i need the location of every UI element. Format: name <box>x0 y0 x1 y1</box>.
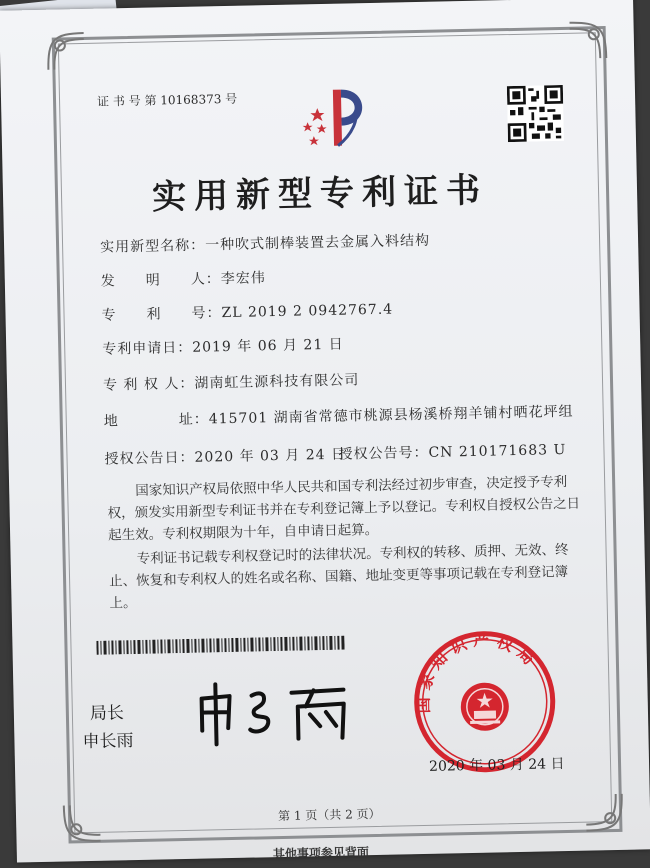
field-label: 专利申请日： <box>102 339 193 358</box>
director-title: 局长 <box>89 703 125 724</box>
field-label: 专 利 号： <box>101 305 222 324</box>
corner-ornament-icon <box>44 29 89 74</box>
field-value: 415701 湖南省常德市桃源县杨溪桥翔羊铺村晒花坪组 <box>208 403 574 428</box>
certificate-number: 证 书 号 第 10168373 号 <box>96 91 238 109</box>
field-label: 发 明 人： <box>100 271 221 290</box>
patent-office-logo-icon <box>297 85 374 151</box>
director-signature <box>193 675 364 749</box>
svg-text:国家知识产权局: 国家知识产权局 <box>413 630 543 714</box>
field-label: 授权公告日： <box>104 449 195 468</box>
back-note: 其他事项参见背面 <box>272 845 370 862</box>
field-label: 地 址： <box>103 411 209 430</box>
field-inventor <box>101 267 266 290</box>
legal-status-paragraph: 专利证书记载专利权登记时的法律状况。专利权的转移、质押、无效、终止、恢复和专利权人的姓名或名称、国籍、地址变更等事项记载在专利登记簿上。 <box>108 541 569 612</box>
corner-ornament-icon <box>565 18 610 63</box>
field-label: 授权公告号： <box>338 444 429 463</box>
field-value: 湖南虹生源科技有限公司 <box>194 372 360 392</box>
page-number: 第 1 页（共 2 页） <box>277 806 381 824</box>
field-value: CN 210171683 U <box>428 441 567 461</box>
qr-code-icon <box>507 85 564 142</box>
director-name: 申长雨 <box>82 731 134 753</box>
field-value: ZL 2019 2 0942767.4 <box>221 301 394 322</box>
corner-ornament-icon <box>60 801 105 846</box>
field-value: 2020 年 03 月 24 日 <box>194 446 347 466</box>
field-value: 2019 年 06 月 21 日 <box>192 336 344 356</box>
corner-ornament-icon <box>582 790 627 835</box>
document-title: 实用新型专利证书 <box>151 170 489 218</box>
field-label: 专 利 权 人： <box>102 375 195 394</box>
field-label: 实用新型名称： <box>99 237 206 256</box>
seal-date: 2020 年 03 月 24 日 <box>428 756 565 775</box>
grant-paragraph: 国家知识产权局依照中华人民共和国专利法经过初步审查，决定授予专利权，颁发实用新型专利证书并在专利登记簿上予以登记。专利权自授权公告之日起生效。专利权期限为十年，自申请日起算。 <box>107 473 581 544</box>
field-value: 一种吹式制棒装置去金属入料结构 <box>204 232 431 254</box>
field-value: 李宏伟 <box>220 270 266 288</box>
